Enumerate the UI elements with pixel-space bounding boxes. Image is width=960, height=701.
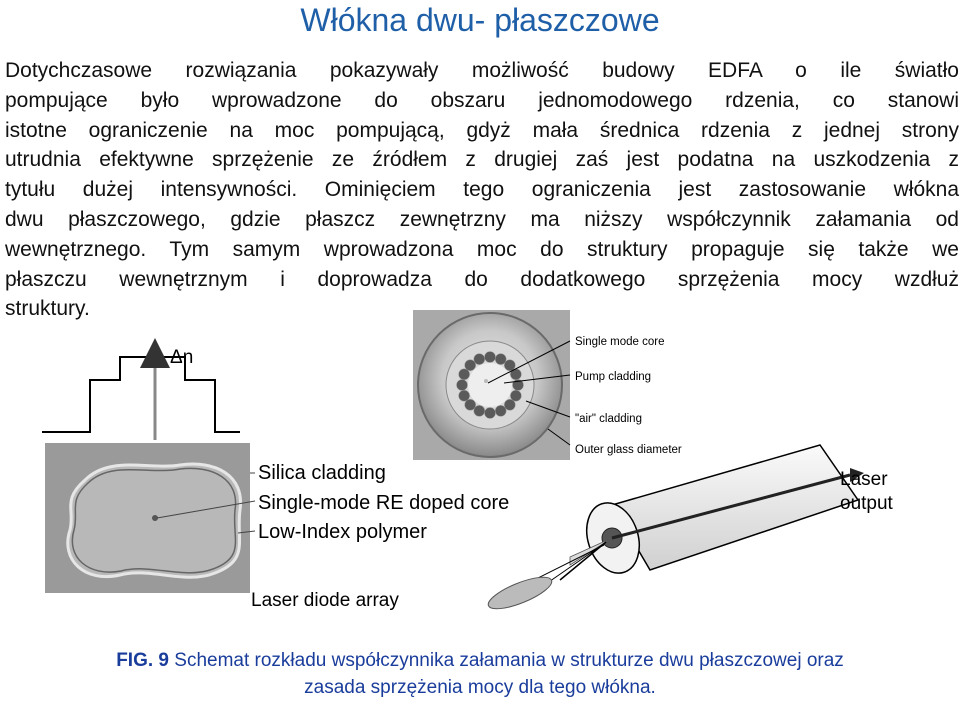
caption-line-1 bbox=[0, 647, 960, 674]
cross-section-photo bbox=[45, 443, 255, 593]
figure-number: FIG. 9 bbox=[116, 650, 169, 671]
re-doped-core-label: Single-mode RE doped core bbox=[258, 492, 510, 514]
delta-n-label: Δn bbox=[170, 347, 194, 368]
air-hole bbox=[485, 408, 496, 419]
laser-output-label-line2: output bbox=[840, 493, 893, 514]
double-clad-fiber-figure bbox=[0, 305, 960, 645]
paragraph-line: istotne ograniczenie na moc pompującą, gdyż mała średnica rdzenia z jednej strony bbox=[5, 118, 959, 142]
laser-output-label-line1: Laser bbox=[840, 469, 888, 490]
figure-caption bbox=[0, 647, 960, 701]
fiber-cylinder bbox=[485, 445, 864, 615]
air-hole bbox=[495, 405, 506, 416]
paragraph-line: dwu płaszczowego, gdzie płaszcz zewnętrzny ma niższy współczynnik załamania od bbox=[5, 207, 959, 231]
paragraph-line: struktury. bbox=[5, 297, 90, 321]
silica-cladding-label: Silica cladding bbox=[258, 462, 386, 484]
paragraph-line: tytułu dużej intensywności. Ominięciem tego ograniczenia jest zastosowanie włókna bbox=[5, 178, 959, 202]
pump-cladding-label: Pump cladding bbox=[575, 371, 652, 383]
low-index-polymer-label: Low-Index polymer bbox=[258, 521, 427, 543]
outer-glass-label: Outer glass diameter bbox=[575, 444, 682, 456]
air-hole bbox=[459, 390, 470, 401]
caption-line-2: zasada sprzężenia mocy dla tego włókna. bbox=[304, 677, 656, 698]
paragraph-line: płaszczu wewnętrznym i doprowadza do dodatkowego sprzężenia mocy wzdłuż bbox=[5, 267, 959, 291]
page-title: Włókna dwu- płaszczowe bbox=[300, 2, 660, 38]
paragraph-line: wewnętrznego. Tym samym wprowadzona moc do struktury propaguje się także we bbox=[5, 237, 959, 261]
paragraph-line: pompujące było wprowadzone do obszaru jednomodowego rdzenia, co stanowi bbox=[5, 88, 959, 112]
single-mode-core-label: Single mode core bbox=[575, 336, 665, 348]
body-paragraph bbox=[5, 56, 959, 324]
air-cladding-label: "air" cladding bbox=[575, 413, 642, 425]
fiber-end-photo bbox=[413, 310, 570, 460]
caption-text-1: Schemat rozkładu współczynnika załamania w strukturze dwu płaszczowej oraz bbox=[169, 650, 844, 671]
air-hole bbox=[485, 352, 496, 363]
air-hole bbox=[474, 354, 485, 365]
index-profile bbox=[42, 347, 240, 440]
laser-diode-array-label: Laser diode array bbox=[251, 590, 399, 611]
paragraph-line: Dotychczasowe rozwiązania pokazywały możliwość budowy EDFA o ile światło bbox=[5, 59, 959, 82]
figure-drawing bbox=[0, 305, 960, 645]
paragraph-line: utrudnia efektywne sprzężenie ze źródłem z drugiej zaś jest podatna na uszkodzenia z bbox=[5, 148, 959, 172]
air-hole bbox=[457, 380, 468, 391]
